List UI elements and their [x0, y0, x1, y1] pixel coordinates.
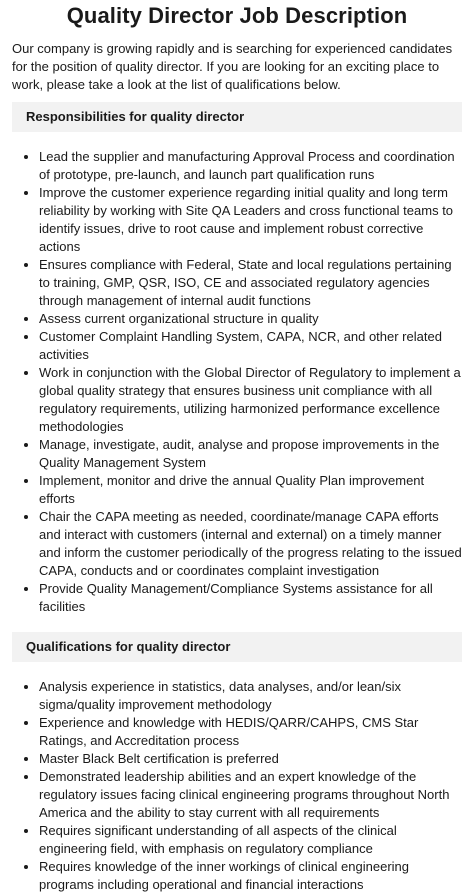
- list-item: • Ensures compliance with Federal, State and local regulations pertaining to training, GMP, QSR, ISO, CE and associated regulatory agencies through management of internal audit functions: [39, 256, 462, 310]
- list-item: • Provide Quality Management/Compliance Systems assistance for all facilities: [39, 580, 462, 616]
- list-item: • Lead the supplier and manufacturing Approval Process and coordination of prototype, pre-launch, and launch part qualification runs: [39, 148, 462, 184]
- list-item: • Experience and knowledge with HEDIS/QARR/CAHPS, CMS Star Ratings, and Accreditation process: [39, 714, 462, 750]
- responsibilities-heading: Responsibilities for quality director: [12, 102, 462, 132]
- list-item: • Improve the customer experience regarding initial quality and long term reliability by working with Site QA Leaders and cross functional teams to identify issues, drive to root cause and implement robust corrective actions: [39, 184, 462, 256]
- list-item: • Analysis experience in statistics, data analyses, and/or lean/six sigma/quality improvement methodology: [39, 678, 462, 714]
- responsibilities-list: [12, 148, 462, 616]
- intro-paragraph: Our company is growing rapidly and is searching for experienced candidates for the position of quality director. If you are looking for an exciting place to work, please take a look at the list of qualifications below.: [12, 41, 453, 92]
- qualifications-list: [12, 678, 462, 894]
- list-item: • Master Black Belt certification is preferred: [39, 750, 462, 768]
- list-item: • Requires significant understanding of all aspects of the clinical engineering field, with emphasis on regulatory compliance: [39, 822, 462, 858]
- list-item: • Implement, monitor and drive the annual Quality Plan improvement efforts: [39, 472, 462, 508]
- list-item: • Assess current organizational structure in quality: [39, 310, 462, 328]
- list-item: • Work in conjunction with the Global Director of Regulatory to implement a global quality strategy that ensures business unit compliance with all regulatory requirements, utilizing harmonized performance excellence methodologies: [39, 364, 462, 436]
- page-title: Quality Director Job Description: [66, 3, 408, 28]
- list-item: • Demonstrated leadership abilities and an expert knowledge of the regulatory issues facing clinical engineering programs throughout North America and the ability to stay current with all requirements: [39, 768, 462, 822]
- list-item: • Customer Complaint Handling System, CAPA, NCR, and other related activities: [39, 328, 462, 364]
- list-item: • Requires knowledge of the inner workings of clinical engineering programs including operational and financial interactions: [39, 858, 462, 894]
- list-item: • Chair the CAPA meeting as needed, coordinate/manage CAPA efforts and interact with customers (internal and external) on a timely manner and inform the customer periodically of the progress relating to the issued CAPA, conducts and or coordinates complaint investigation: [39, 508, 462, 580]
- qualifications-heading: Qualifications for quality director: [12, 632, 462, 662]
- list-item: • Manage, investigate, audit, analyse and propose improvements in the Quality Management System: [39, 436, 462, 472]
